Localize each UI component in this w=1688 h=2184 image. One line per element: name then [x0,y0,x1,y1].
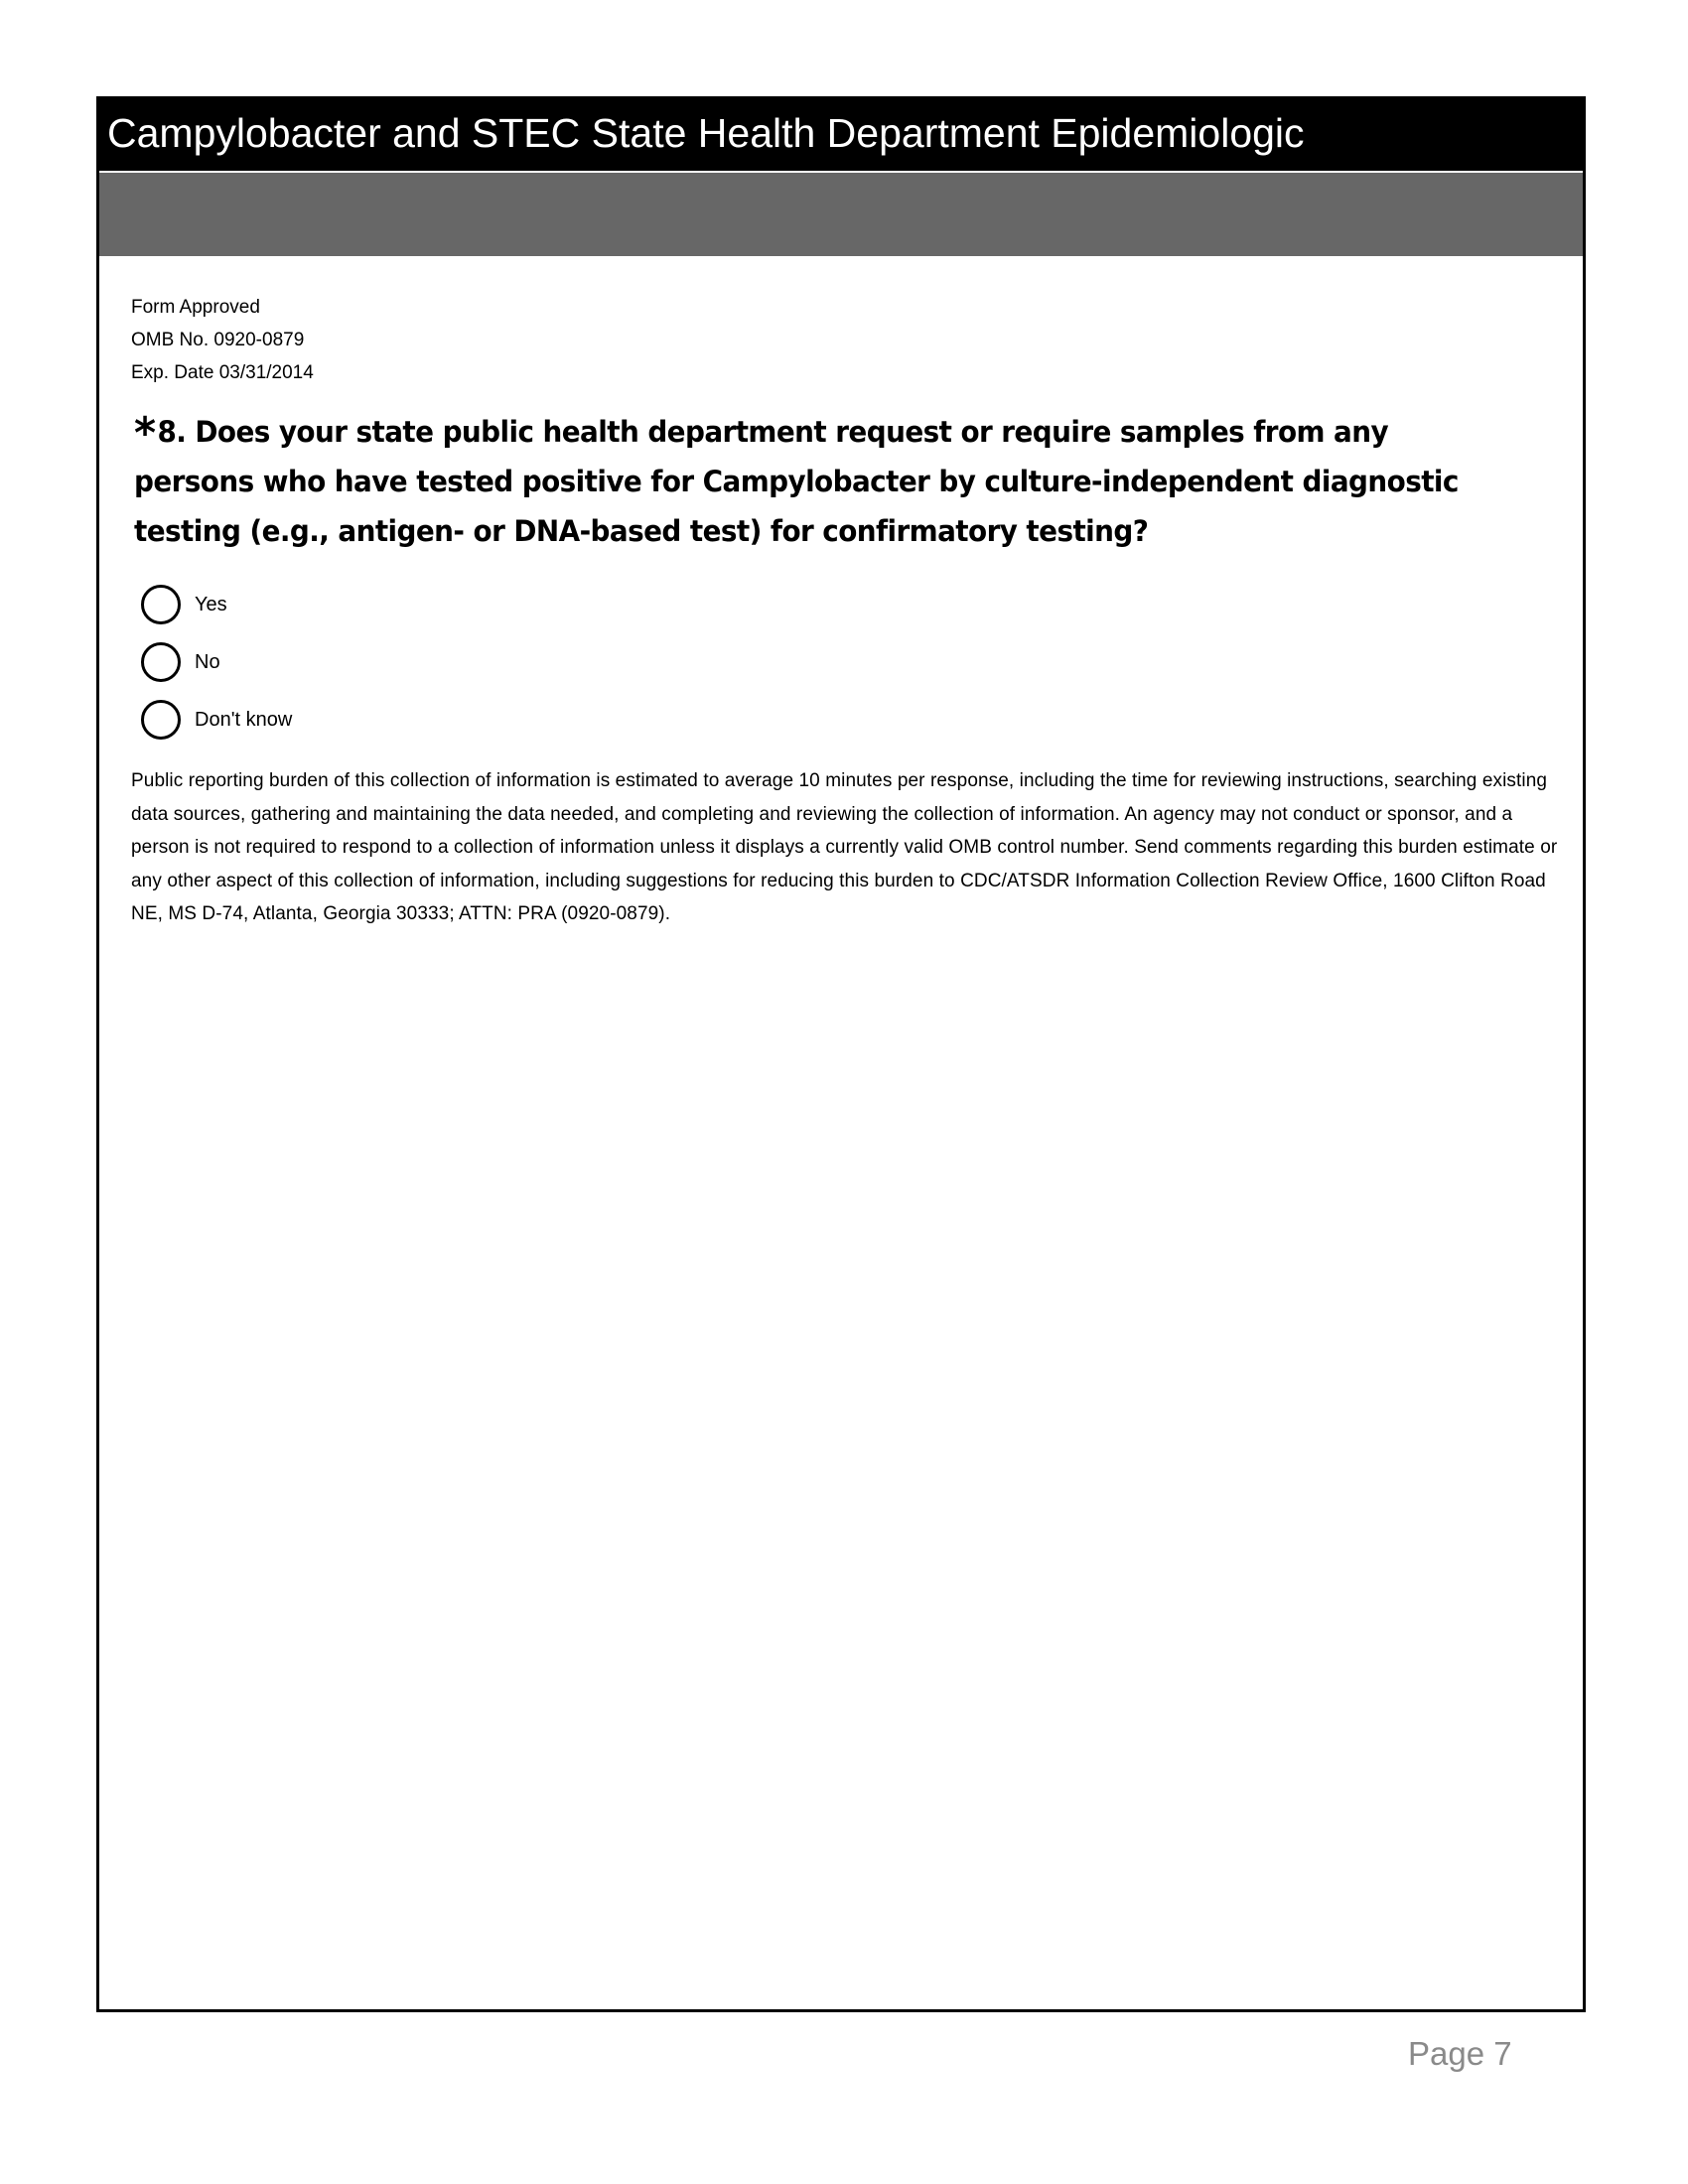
page-number: Page 7 [1408,2035,1512,2072]
option-yes[interactable] [141,576,292,633]
survey-title: Campylobacter and STEC State Health Department Epidemiologic [107,110,1305,156]
burden-statement: Public reporting burden of this collection of information is estimated to average 10 minutes per response, including the time for reviewing instructions, searching existing data sources, gathering and maintaining the data needed, and completing and reviewing the collection of information. An agency may not conduct or sponsor, and a person is not required to respond to a collection of information unless it displays a currently valid OMB control number. Send comments regarding this burden estimate or any other aspect of this collection of information, including suggestions for reducing this burden to CDC/ATSDR Information Collection Review Office, 1600 Clifton Road NE, MS D-74, Atlanta, Georgia 30333; ATTN: PRA (0920-0879). [131,770,1558,924]
radio-dont-know[interactable] [141,700,181,740]
survey-header [99,99,1583,171]
option-yes-label[interactable]: Yes [195,593,227,615]
survey-page-frame [96,96,1586,2012]
radio-no[interactable] [141,642,181,682]
form-approved-text: Form Approved [131,297,260,318]
expiration-date-text: Exp. Date 03/31/2014 [131,362,314,383]
question-8 [134,407,1506,556]
omb-notice [131,291,314,389]
required-asterisk-icon: * [134,408,156,459]
option-dont-know-label[interactable]: Don't know [195,708,293,731]
option-no-label[interactable]: No [195,650,220,673]
option-no[interactable] [141,633,292,691]
option-dont-know[interactable] [141,691,292,749]
radio-yes[interactable] [141,585,181,624]
omb-number-text: OMB No. 0920-0879 [131,330,305,350]
question-text: 8. Does your state public health department request or require samples from any persons who have tested positive for Campylobacter by culture-independent diagnostic testing (e.g., antigen- or DNA-based test) for confirmatory testing? [134,415,1459,548]
answer-options [141,576,292,749]
header-subbar [99,173,1583,256]
